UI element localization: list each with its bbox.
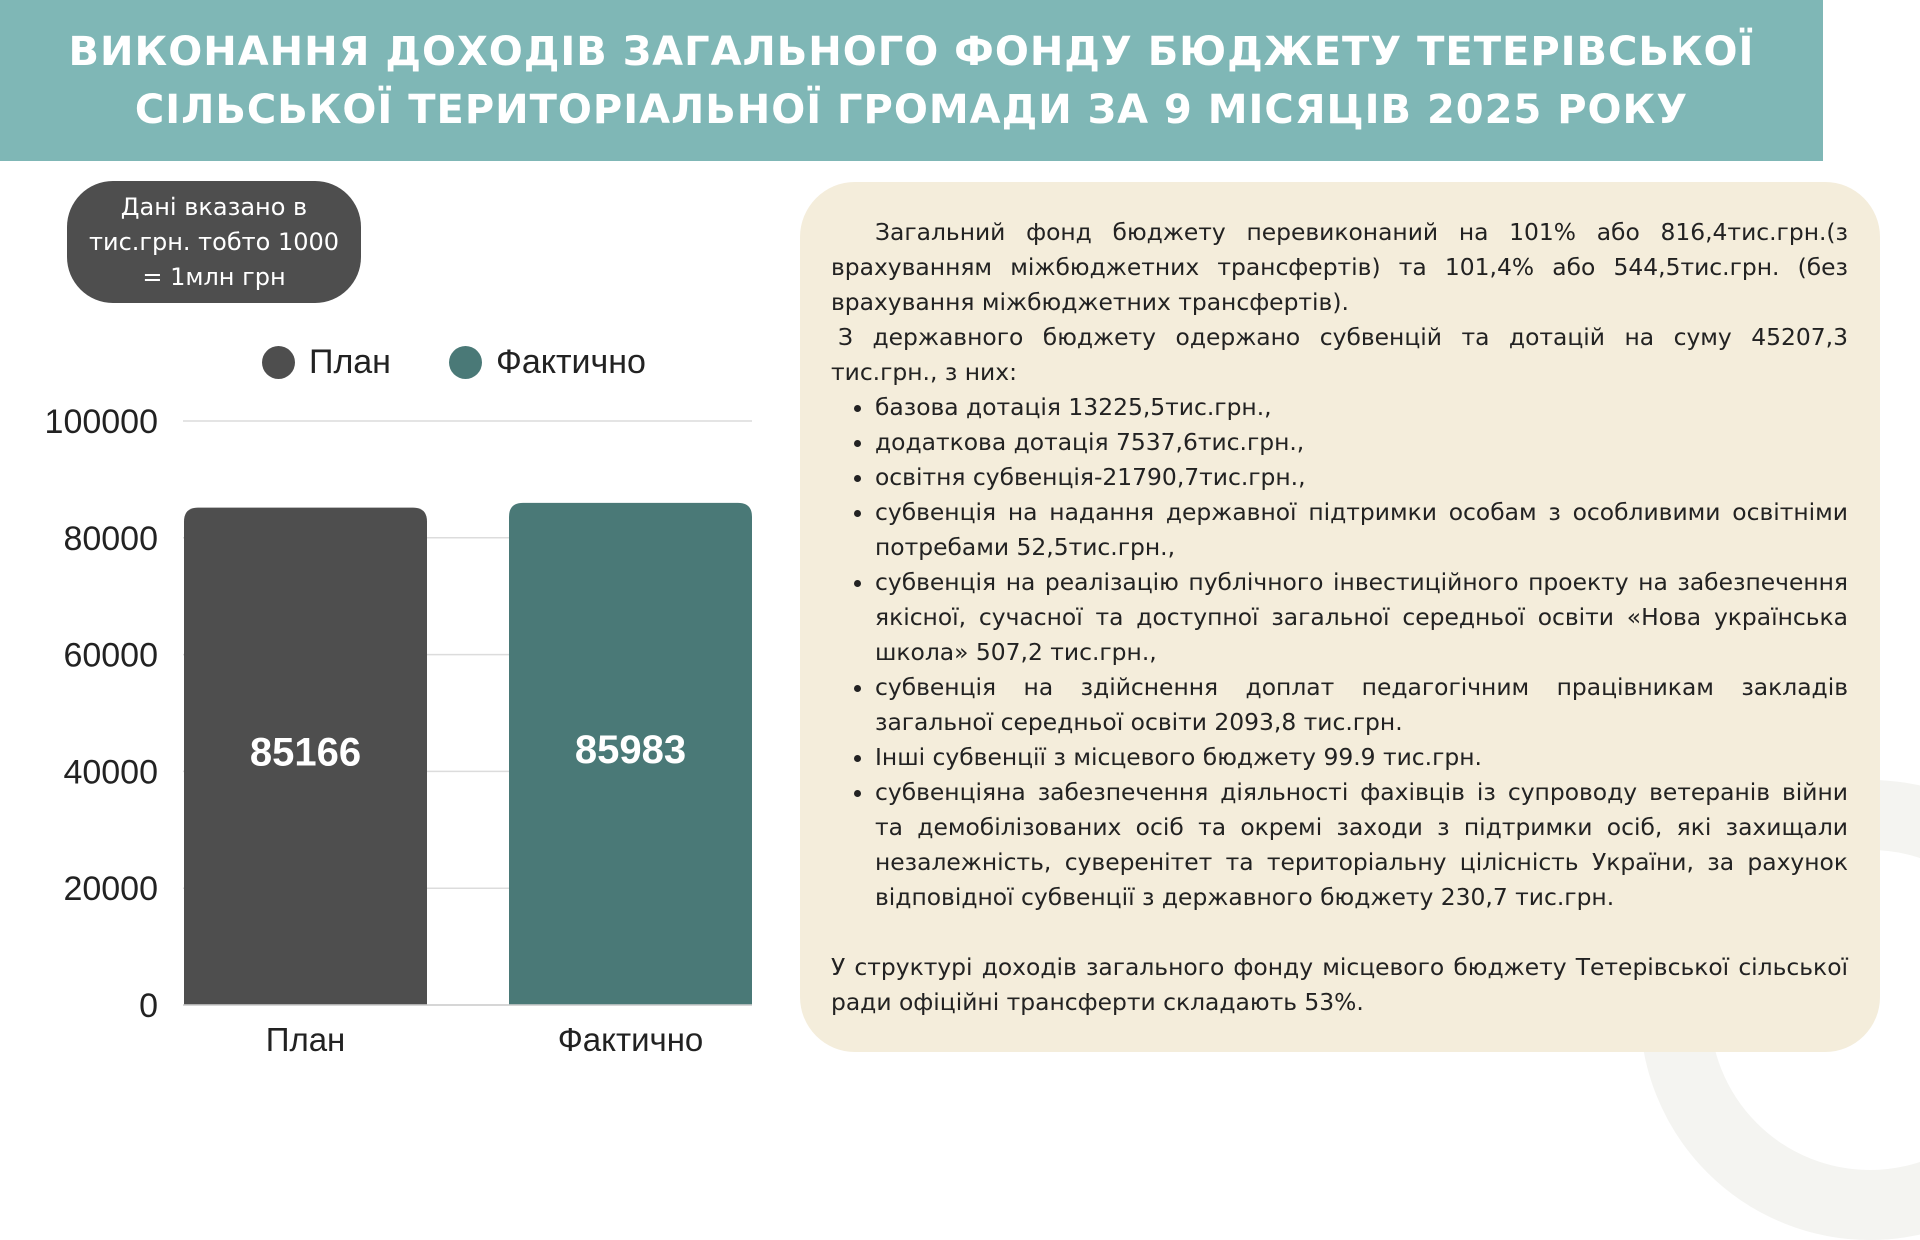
info-paragraph-summary: Загальний фонд бюджету перевиконаний на 101% або 816,4тис.грн.(з врахуванням міжбюджетних трансфертів) та 101,4% або 544,5тис.грн. (без врахування міжбюджетних трансфертів).: [831, 218, 1848, 316]
list-item: • додаткова дотація 7537,6тис.грн.,: [875, 425, 1848, 460]
info-paragraph-subventions: З державного бюджету одержано субвенцій та дотацій на суму 45207,3 тис.грн., з них:: [831, 323, 1848, 386]
page-title: [32, 23, 1792, 139]
list-item: • Інші субвенції з місцевого бюджету 99.9 тис.грн.: [875, 740, 1848, 775]
x-tick-label: Фактично: [557, 1021, 704, 1058]
legend-label-plan: План: [309, 343, 391, 381]
info-panel: [800, 182, 1880, 1052]
list-item: • субвенція на реалізацію публічного інвестиційного проекту на забезпечення якісної, сучасної та доступної загальної середньої освіти «Нова українська школа» 507,2 тис.грн.,: [875, 565, 1848, 670]
title-line-2: СІЛЬСЬКОЇ ТЕРИТОРІАЛЬНОЇ ГРОМАДИ ЗА 9 МІСЯЦІВ 2025 РОКУ: [134, 86, 1689, 133]
page-header: [0, 0, 1823, 161]
legend-item-actual: [449, 343, 646, 382]
list-item: • освітня субвенція-21790,7тис.грн.,: [875, 460, 1848, 495]
y-tick-label: 60000: [63, 636, 158, 675]
subvention-list: [831, 390, 1848, 915]
data-label: 85166: [249, 730, 362, 775]
units-note: Дані вказано в тис.грн. тобто 1000 = 1млн грн: [67, 181, 361, 303]
list-item: • субвенція на надання державної підтримки особам з особливими освітніми потребами 52,5тис.грн.,: [875, 495, 1848, 565]
legend-dot-plan-icon: [262, 346, 295, 379]
y-tick-label: 20000: [63, 870, 158, 909]
legend-dot-actual-icon: [449, 346, 482, 379]
y-tick-label: 80000: [63, 519, 158, 558]
chart-legend: [262, 343, 704, 382]
bar-chart: [0, 380, 780, 1060]
legend-label-actual: Фактично: [495, 343, 646, 381]
list-item: • базова дотація 13225,5тис.грн.,: [875, 390, 1848, 425]
y-tick-label: 0: [139, 987, 158, 1025]
info-paragraph-structure: У структурі доходів загального фонду місцевого бюджету Тетерівської сільської ради офіційні трансферти складають 53%.: [831, 953, 1848, 1016]
list-item: • субвенція на здійснення доплат педагогічним працівникам закладів загальної середньої освіти 2093,8 тис.грн.: [875, 670, 1848, 740]
title-line-1: ВИКОНАННЯ ДОХОДІВ ЗАГАЛЬНОГО ФОНДУ БЮДЖЕТУ ТЕТЕРІВСЬКОЇ: [68, 28, 1755, 75]
list-item: • субвенціяна забезпечення діяльності фахівців із супроводу ветеранів війни та демобілізованих осіб та окремі заходи з підтримки осіб, які захищали незалежність, суверенітет та територіальну цілісність України, за рахунок відповідної субвенції з державного бюджету 230,7 тис.грн.: [875, 775, 1848, 915]
legend-item-plan: [262, 343, 391, 382]
y-tick-label: 40000: [63, 753, 158, 792]
data-label: 85983: [574, 727, 687, 772]
x-tick-label: План: [265, 1021, 346, 1058]
y-tick-label: 100000: [44, 403, 158, 441]
